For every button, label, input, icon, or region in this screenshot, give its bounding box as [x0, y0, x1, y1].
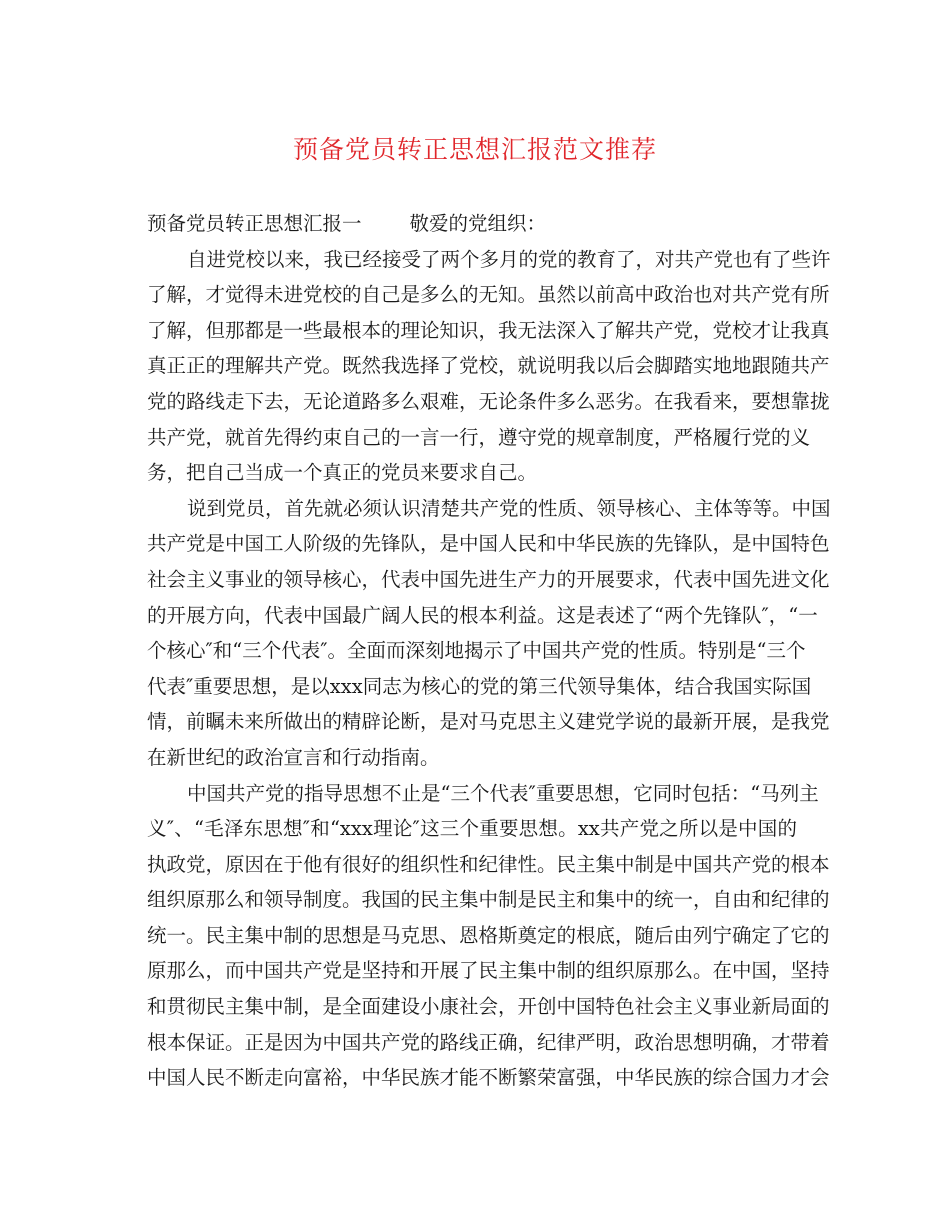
document-title: 预备党员转正思想汇报范文推荐 — [292, 135, 657, 164]
paragraph-line: 说到党员，首先就必须认识清楚共产党的性质、领导核心、主体等等。中国 — [187, 496, 831, 520]
paragraph-line: 个核心″和“三个代表″。全面而深刻地揭示了中国共产党的性质。特别是“三个 — [147, 639, 806, 663]
paragraph-line: 在新世纪的政治宣言和行动指南。 — [147, 745, 440, 769]
paragraph-line: 了解，但那都是一些最根本的理论知识，我无法深入了解共产党，党校才让我真 — [147, 318, 830, 342]
paragraph-line: 共产党是中国工人阶级的先锋队，是中国人民和中华民族的先锋队，是中国特色 — [147, 532, 830, 556]
paragraph-line: 根本保证。正是因为中国共产党的路线正确，纪律严明，政治思想明确，才带着 — [147, 1030, 830, 1054]
paragraph-line: 原那么，而中国共产党是坚持和开展了民主集中制的组织原那么。在中国，坚持 — [147, 959, 830, 983]
section-title: 预备党员转正思想汇报一 — [147, 212, 362, 235]
paragraph-line: 自进党校以来，我已经接受了两个多月的党的教育了，对共产党也有了些许 — [187, 247, 831, 271]
salutation: 敬爱的党组织： — [409, 212, 547, 235]
paragraph-line: 义″、“毛泽东思想″和“xxx理论″这三个重要思想。xx共产党之所以是中国的 — [147, 817, 797, 841]
paragraph-line: 中国人民不断走向富裕，中华民族才能不断繁荣富强，中华民族的综合国力才会 — [147, 1066, 830, 1090]
paragraph-line: 了解，才觉得未进党校的自己是多么的无知。虽然以前高中政治也对共产党有所 — [147, 283, 830, 307]
paragraph-line: 社会主义事业的领导核心，代表中国先进生产力的开展要求，代表中国先进文化 — [147, 567, 830, 591]
paragraph-line: 统一。民主集中制的思想是马克思、恩格斯奠定的根底，随后由列宁确定了它的 — [147, 923, 830, 947]
paragraph — [147, 491, 831, 776]
paragraph-line: 执政党，原因在于他有很好的组织性和纪律性。民主集中制是中国共产党的根本 — [147, 852, 830, 876]
document-body — [147, 206, 831, 1096]
paragraph-line: 中国共产党的指导思想不止是“三个代表″重要思想，它同时包括：“马列主 — [187, 781, 819, 805]
paragraph-line: 的开展方向，代表中国最广阔人民的根本利益。这是表述了“两个先锋队″，“一 — [147, 603, 818, 627]
paragraph — [147, 242, 831, 491]
paragraph-line: 组织原那么和领导制度。我国的民主集中制是民主和集中的统一，自由和纪律的 — [147, 888, 830, 912]
paragraph-line: 和贯彻民主集中制，是全面建设小康社会，开创中国特色社会主义事业新局面的 — [147, 995, 830, 1019]
paragraph-line: 党的路线走下去，无论道路多么艰难，无论条件多么恶劣。在我看来，要想靠拢 — [147, 389, 830, 413]
paragraph-line: 真正正的理解共产党。既然我选择了党校，就说明我以后会脚踏实地地跟随共产 — [147, 354, 830, 378]
section-heading — [147, 206, 797, 242]
paragraph-line: 务，把自己当成一个真正的党员来要求自己。 — [147, 461, 538, 485]
paragraph-line: 代表″重要思想，是以xxx同志为核心的党的第三代领导集体，结合我国实际国 — [147, 674, 812, 698]
paragraph — [147, 776, 830, 1096]
paragraph-line: 情，前瞩未来所做出的精辟论断，是对马克思主义建党学说的最新开展，是我党 — [147, 710, 830, 734]
paragraph-line: 共产党，就首先得约束自己的一言一行，遵守党的规章制度，严格履行党的义 — [147, 425, 811, 449]
